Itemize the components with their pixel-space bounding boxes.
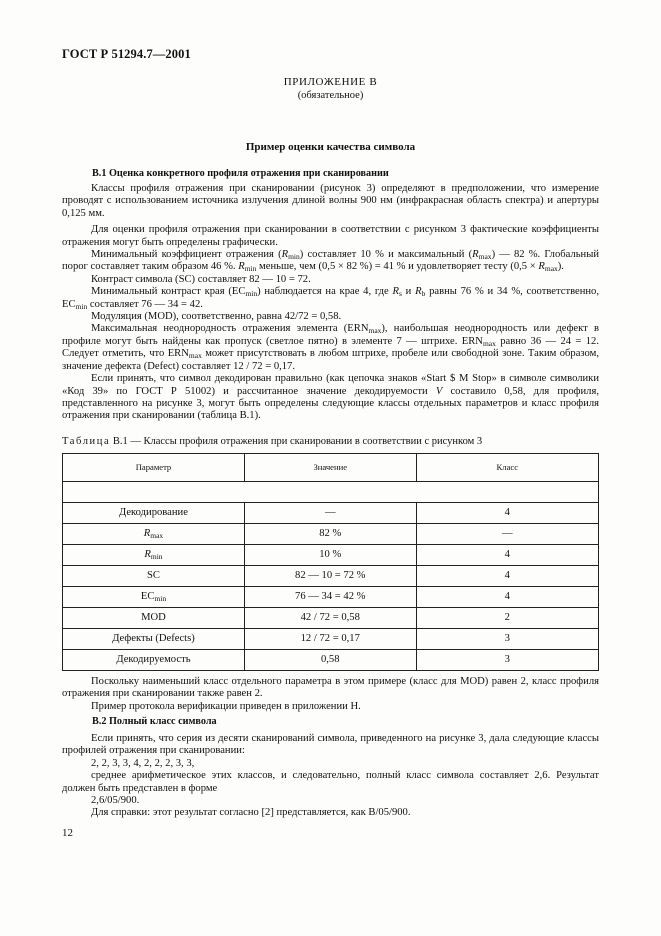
table-row	[63, 608, 599, 629]
cell-parameter: Декодирование	[63, 503, 245, 524]
cell-grade: 4	[416, 503, 598, 524]
column-header-grade: Класс	[416, 454, 598, 482]
paragraph: Максимальная неоднородность отражения элемента $(ERN_{max})$, наибольшая неоднородность или дефект в профиле могут быть найдены как пропуск (светлое пятно) в элементе 7 — штрихе. $ERN_{max}$ равно 36 — 24 = 12. Следует отметить, что $ERN_{max}$ может присутствовать в любом штрихе, пробеле или свободной зоне. Таким образом, значение дефекта (Defect) составляет 12 / 72 = 0,17.	[62, 323, 600, 372]
standard-header: ГОСТ Р 51294.7—2001	[62, 47, 191, 61]
paragraph: Если принять, что символ декодирован правильно (как цепочка знаков «Start $ M Stop» в символе символики «Код 39» по ГОСТ Р 51002) и рассчитанное значение декодируемости V составило 0,58, для профиля, представленного на рисунке 3, могут быть определены следующие классы отдельных параметров и класс профиля отражения при сканировании (таблица В.1).	[62, 373, 599, 422]
cell-grade: 4	[416, 566, 598, 587]
table-row	[63, 503, 599, 524]
paragraph: среднее арифметическое этих классов, и следовательно, полный класс символа составляет 2,6. Результат должен быть представлен в форме	[62, 770, 599, 794]
table-row	[63, 566, 599, 587]
cell-value: 0,58	[244, 650, 416, 671]
appendix-status: (обязательное)	[297, 90, 364, 101]
document-title: Пример оценки качества символа	[245, 141, 416, 153]
cell-grade: 2	[416, 608, 598, 629]
cell-value: 82 — 10 = 72 %	[244, 566, 416, 587]
column-header-parameter: Параметр	[63, 454, 245, 482]
paragraph: Для справки: этот результат согласно [2] представляется, как В/05/900.	[91, 807, 411, 819]
cell-value: 12 / 72 = 0,17	[244, 629, 416, 650]
cell-parameter: SC	[63, 566, 245, 587]
cell-value: 76 — 34 = 42 %	[244, 587, 416, 608]
cell-parameter: Декодируемость	[63, 650, 245, 671]
cell-value: 42 / 72 = 0,58	[244, 608, 416, 629]
section-b1-body	[62, 183, 599, 423]
paragraph: Минимальный коэффициент отражения $(R_{min})$ составляет 10 % и максимальный $(R_{max})$ — 82 %. Глобальный порог составляет таким образом 46 %. $R_{min}$ меньше, чем (0,5 × 82 %) = 41 % и удовлетворяет тесту $(0,5 \times R_{max})$.	[62, 249, 600, 274]
paragraph: Для оценки профиля отражения при сканировании в соответствии с рисунком 3 фактические коэффициенты отражения могут быть определены графически.	[62, 224, 599, 248]
paragraph: Классы профиля отражения при сканировании (рисунок 3) определяют в предположении, что измерение проводят с использованием источника излучения длиной волны 900 нм (инфракрасная область спектра) и апертуры 0,125 мм.	[62, 183, 599, 219]
table-row	[63, 587, 599, 608]
cell-grade: 4	[416, 587, 598, 608]
section-b2-body	[62, 733, 599, 820]
cell-parameter: $R_{min}$	[63, 545, 245, 566]
cell-grade: 3	[416, 629, 598, 650]
cell-parameter: $EC_{min}$	[63, 587, 245, 608]
cell-grade: —	[416, 524, 598, 545]
cell-value: —	[244, 503, 416, 524]
table-row	[63, 629, 599, 650]
column-header-value: Значение	[244, 454, 416, 482]
paragraph: 2,6/05/900.	[91, 795, 140, 807]
table-row	[63, 650, 599, 671]
table-header-row	[63, 454, 599, 482]
section-heading-b1: В.1 Оценка конкретного профиля отражения при сканировании	[92, 168, 389, 179]
paragraph: Пример протокола верификации приведен в приложении Н.	[91, 700, 361, 712]
paragraph: Контраст символа (SC) составляет 82 — 10 = 72.	[91, 273, 311, 285]
cell-parameter: Дефекты (Defects)	[63, 629, 245, 650]
paragraph: Поскольку наименьший класс отдельного параметра в этом примере (класс для MOD) равен 2, класс профиля отражения при сканировании также равен 2.	[62, 676, 599, 700]
paragraph: Если принять, что серия из десяти сканирований символа, приведенного на рисунке 3, дала следующие классы профилей отражения при сканировании:	[62, 733, 599, 757]
paragraph: Модуляция (MOD), соответственно, равна 42/72 = 0,58.	[91, 311, 342, 323]
cell-value: 82 %	[244, 524, 416, 545]
post-table-body	[62, 676, 599, 713]
cell-value: 10 %	[244, 545, 416, 566]
cell-grade: 4	[416, 545, 598, 566]
table-caption: Таблица В.1 — Классы профиля отражения при сканировании в соответствии с рисунком 3	[62, 436, 483, 447]
paragraph: Минимальный контраст края $(EC_{min})$ наблюдается на крае 4, где $R_s$ и $R_b$ равны 76 % и 34 %, соответственно, $EC_{min}$ составляет 76 — 34 = 42.	[62, 286, 599, 311]
paragraph: 2, 2, 3, 3, 4, 2, 2, 2, 3, 3,	[91, 757, 195, 769]
table-row	[63, 545, 599, 566]
cell-grade: 3	[416, 650, 598, 671]
table-row	[63, 524, 599, 545]
appendix-title: ПРИЛОЖЕНИЕ В	[283, 76, 378, 88]
cell-parameter: MOD	[63, 608, 245, 629]
grades-table	[62, 453, 599, 671]
cell-parameter: $R_{max}$	[63, 524, 245, 545]
section-heading-b2: В.2 Полный класс символа	[92, 716, 217, 727]
page-number: 12	[62, 827, 73, 839]
